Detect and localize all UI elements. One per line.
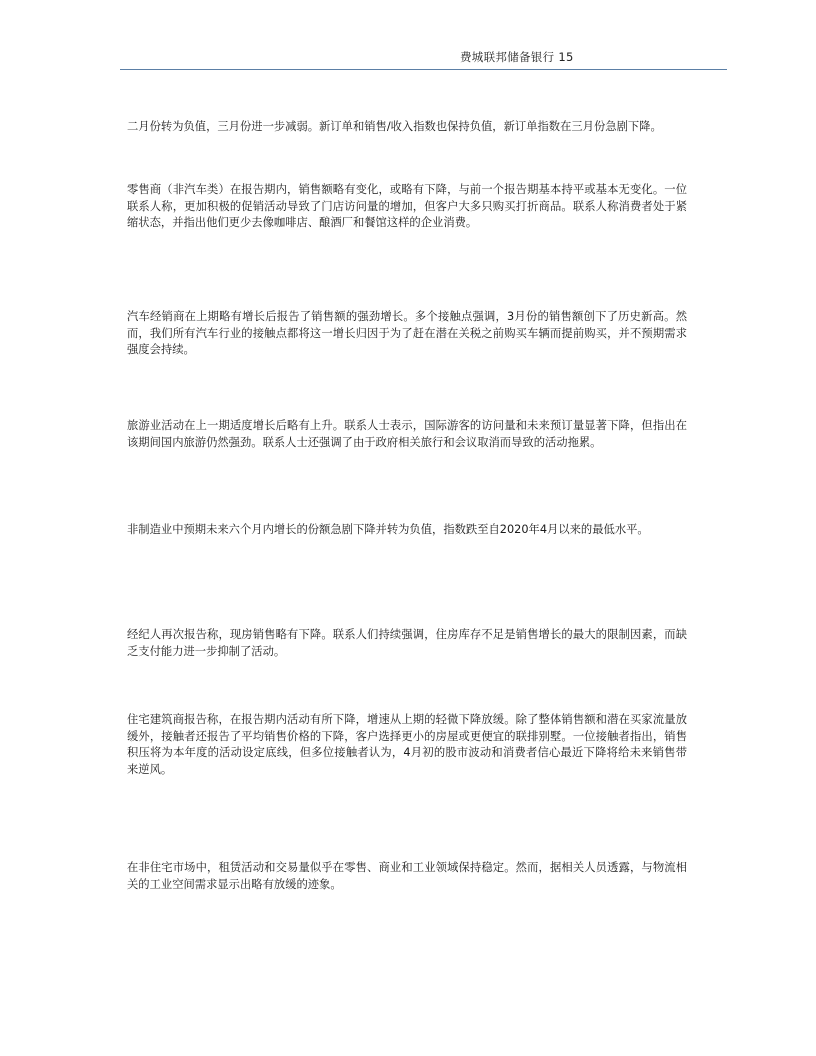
paragraph-manufacturing-orders: 二月份转为负值，三月份进一步减弱。新订单和销售/收入指数也保持负值，新订单指数在三月份急剧下降。: [127, 120, 662, 133]
paragraph-nonresidential: 在非住宅市场中，租赁活动和交易量似乎在零售、商业和工业领域保持稳定。然而，据相关人员透露，与物流相关的工业空间需求显示出略有放缓的迹象。: [127, 861, 687, 891]
header-rule: [120, 69, 727, 70]
paragraph-retail: 零售商（非汽车类）在报告期内，销售额略有变化，或略有下降，与前一个报告期基本持平或基本无变化。一位联系人称，更加积极的促销活动导致了门店访问量的增加，但客户大多只购买打折商品。联系人称消费者处于紧缩状态，并指出他们更少去像咖啡店、酿酒厂和餐馆这样的企业消费。: [127, 183, 687, 229]
running-header: 费城联邦储备银行 15: [460, 50, 574, 64]
paragraph-existing-home-sales: 经纪人再次报告称，现房销售略有下降。联系人们持续强调，住房库存不足是销售增长的最大的限制因素，而缺乏支付能力进一步抑制了活动。: [127, 628, 687, 658]
paragraph-homebuilders: 住宅建筑商报告称，在报告期内活动有所下降，增速从上期的轻微下降放缓。除了整体销售额和潜在买家流量放缓外，接触者还报告了平均销售价格的下降，客户选择更小的房屋或更便宜的联排别墅。一位接触者指出，销售积压将为本年度的活动设定底线，但多位接触者认为，4月初的股市波动和消费者信心最近下降将给未来销售带来逆风。: [127, 713, 687, 776]
paragraph-nonmanufacturing-outlook: 非制造业中预期未来六个月内增长的份额急剧下降并转为负值，指数跌至自2020年4月以来的最低水平。: [127, 523, 649, 536]
paragraph-auto-dealers: 汽车经销商在上期略有增长后报告了销售额的强劲增长。多个接触点强调，3月份的销售额创下了历史新高。然而，我们所有汽车行业的接触点都将这一增长归因于为了赶在潜在关税之前购买车辆而提前购买，并不预期需求强度会持续。: [127, 310, 687, 356]
paragraph-tourism: 旅游业活动在上一期适度增长后略有上升。联系人士表示，国际游客的访问量和未来预订量显著下降，但指出在该期间国内旅游仍然强劲。联系人士还强调了由于政府相关旅行和会议取消而导致的活动拖累。: [127, 419, 687, 449]
